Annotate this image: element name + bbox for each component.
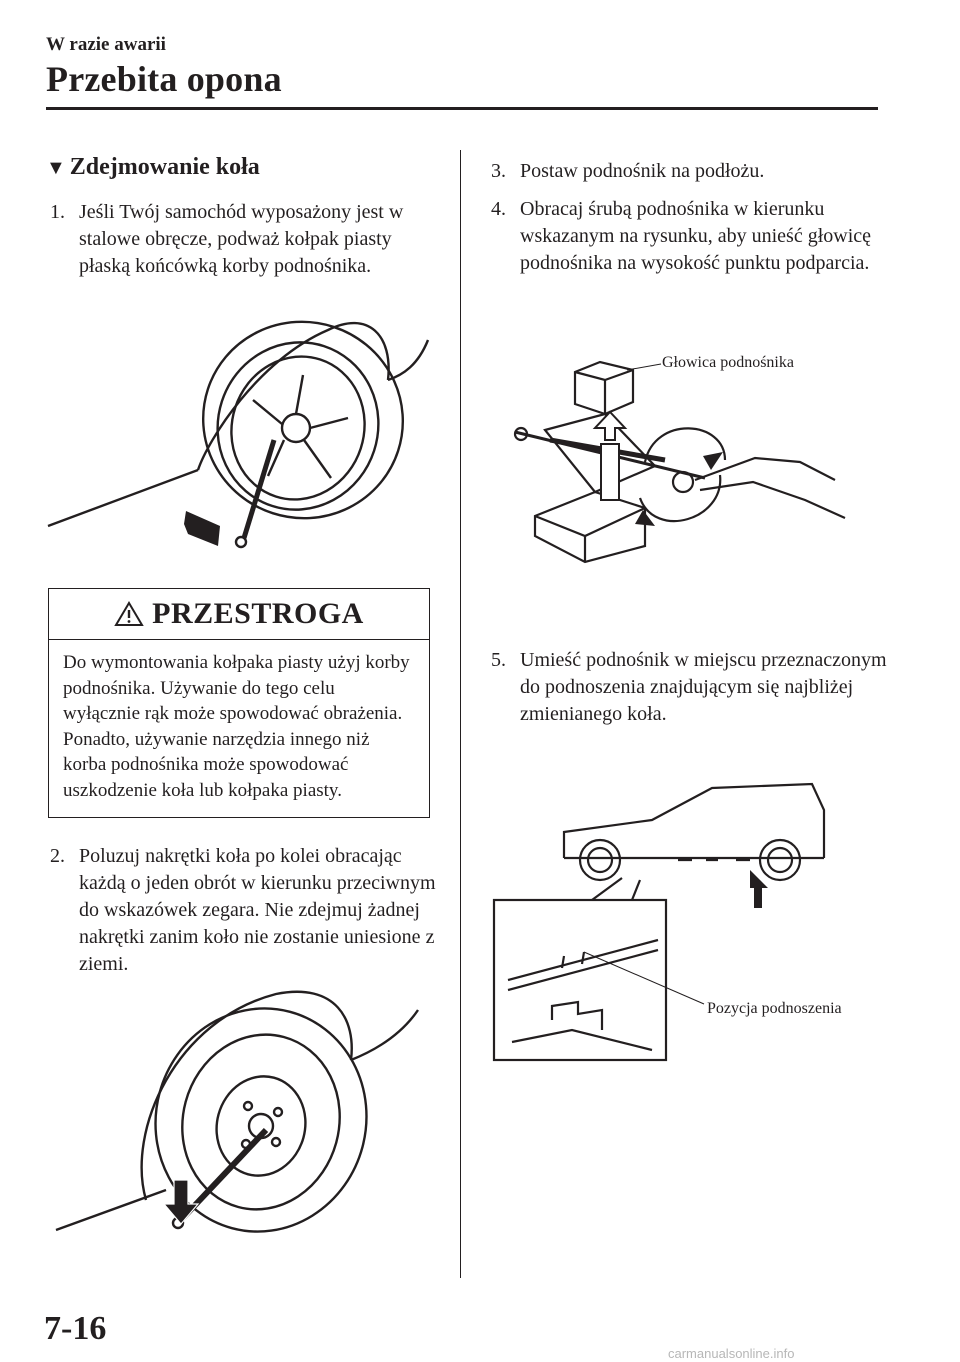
step-1	[50, 199, 438, 280]
header-rule	[46, 107, 878, 110]
page-title: Przebita opona	[46, 59, 282, 99]
lifting-position-label: Pozycja podnoszenia	[707, 1000, 842, 1017]
step-number: 4.	[491, 198, 506, 220]
warning-triangle-icon	[114, 601, 144, 627]
step-number: 1.	[50, 201, 65, 223]
step-number: 3.	[491, 160, 506, 182]
section-label: W razie awarii	[46, 34, 166, 55]
step-text: Jeśli Twój samochód wyposażony jest w stalowe obręcze, podważ kołpak piasty płaską końcówką korby podnośnika.	[79, 201, 404, 277]
caution-text: Do wymontowania kołpaka piasty użyj korby podnośnika. Używanie do tego celu wyłącznie rąk może spowodować obrażenia. Ponadto, używanie narzędzia innego niż korba podnośnika może spowodować uszkodzenie koła lub kołpaka piasty.	[63, 652, 410, 801]
caution-title: PRZESTROGA	[152, 597, 364, 630]
column-divider	[460, 150, 461, 1278]
step-3	[491, 158, 891, 185]
hubcap-removal-illustration	[48, 300, 438, 560]
watermark: carmanualsonline.info	[668, 1346, 795, 1361]
step-text: Obracaj śrubą podnośnika w kierunku wskazanym na rysunku, aby unieść głowicę podnośnika na wysokość punktu podparcia.	[520, 198, 872, 274]
caution-header	[49, 589, 429, 640]
step-text: Umieść podnośnik w miejscu przeznaczonym do podnoszenia znajdującym się najbliżej zmienianego koła.	[520, 649, 887, 725]
step-2	[50, 843, 438, 978]
subheading	[46, 154, 260, 181]
step-text: Poluzuj nakrętki koła po kolei obracając każdą o jeden obrót w kierunku przeciwnym do wskazówek zegara. Nie zdejmuj żadnej nakrętki zanim koło nie zostanie uniesione z ziemi.	[79, 845, 436, 975]
step-text: Postaw podnośnik na podłożu.	[520, 160, 765, 182]
caution-box	[48, 588, 430, 818]
jack-head-label: Głowica podnośnika	[662, 354, 794, 371]
subheading-text: Zdejmowanie koła	[69, 154, 260, 180]
step-number: 5.	[491, 649, 506, 671]
triangle-bullet-icon: ▼	[46, 157, 66, 179]
lifting-point-illustration	[492, 780, 872, 1065]
lug-nut-loosening-illustration	[56, 980, 426, 1240]
step-4	[491, 196, 891, 277]
page-number: 7-16	[44, 1310, 107, 1347]
step-number: 2.	[50, 845, 65, 867]
step-5	[491, 647, 891, 728]
scissor-jack-illustration	[505, 340, 885, 570]
